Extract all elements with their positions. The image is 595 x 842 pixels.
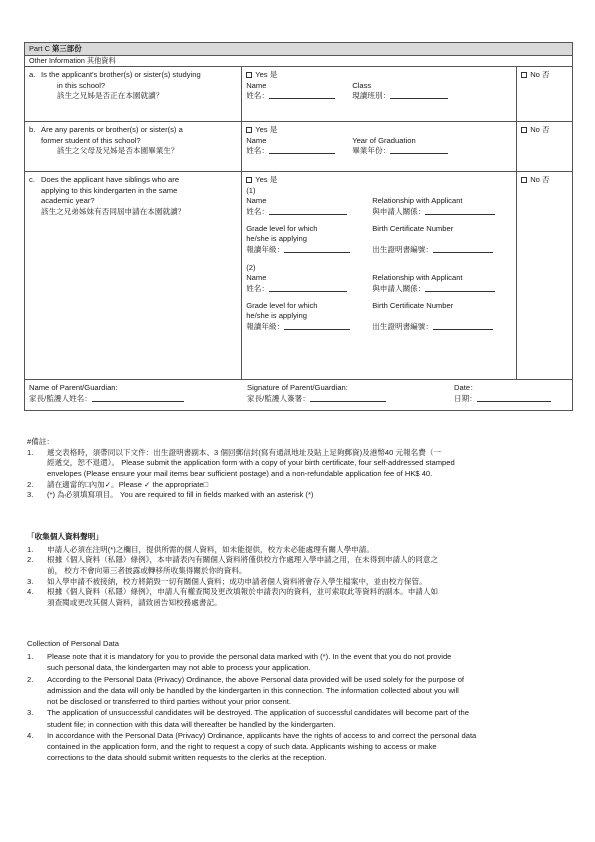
- remark-item: 1. 遞交表格時，須帶同以下文件：出生證明書副本、3 個回郵信封(寫有通訊地址及貼上足夠郵資)及港幣40 元報名費（一 經遞交，恕不退還）。 Please submit the application form with a copy of your birth certificate, four self-addressed stamped envelopes (Please ensure your mail items bear sufficient postage) and a non-refundable application fee of HK$ 40.: [27, 447, 455, 478]
- privacy-item-en: 4. In accordance with the Personal Data (Privacy) Ordinance, applicants have the rights of access to and correct the personal data contained in the application form, and the right to request a copy of such data. Applicants wishing to access or make corrections to the data should submit written requests to the clerks at the reception.: [27, 730, 477, 763]
- question-text-en: applying to this kindergarten in the same: [41, 185, 178, 195]
- grade-label-zh: 報讀年級：: [246, 244, 285, 254]
- relationship-label: Relationship with Applicant: [372, 196, 463, 206]
- relationship-label-zh: 與申請人關係：: [372, 206, 426, 216]
- remark-item: 2. 請在適當的□內加✓。Please ✓ the appropriate□: [27, 479, 209, 489]
- question-number: c.: [29, 175, 35, 184]
- privacy-item-en: 2. According to the Personal Data (Privacy) Ordinance, the above Personal data provided will be used solely for the purpose of admission and the data will only be handled by the kindergarten in this connection. The information collected about you will not be disclosed or transferred to third parties without your prior consent.: [27, 674, 465, 707]
- application-form-part-c: [24, 42, 573, 411]
- privacy-statement-zh: [27, 532, 572, 608]
- yes-label: Yes 是: [255, 125, 278, 134]
- relationship-label: Relationship with Applicant: [372, 273, 463, 283]
- question-row-a: [25, 67, 572, 122]
- privacy-statement-en: [27, 638, 572, 764]
- no-checkbox[interactable]: [521, 72, 527, 78]
- class-input[interactable]: [390, 91, 448, 99]
- question-text-en: Is the applicant's brother(s) or sister(s) studying: [41, 70, 201, 79]
- question-text-en: Does the applicant have siblings who are: [41, 175, 180, 184]
- sibling-1-grade-input[interactable]: [284, 245, 350, 253]
- privacy-item-zh: 3. 如入學申請不被接納，校方將銷毀一切有關個人資料；成功申請者個人資料將會存入學生檔案中，並由校方保管。: [27, 576, 427, 586]
- privacy-item-zh: 1. 申請人必須在注明(*)之欄目，提供所需的個人資料，如未能提供，校方未必能處理有關人學申請。: [27, 544, 374, 554]
- sibling-number: (2): [246, 262, 256, 272]
- no-label: No 否: [530, 70, 550, 79]
- graduation-year-label-zh: 畢業年份：: [352, 146, 391, 156]
- sibling-1-relationship-input[interactable]: [425, 207, 495, 215]
- question-text-en: former student of this school?: [41, 135, 141, 145]
- sibling-number: (1): [246, 185, 256, 195]
- privacy-item-en: 1. Please note that it is mandatory for you to provide the personal data marked with (*). In the event that you do not provide such personal data, the kindergarten may not able to process your application.: [27, 652, 452, 673]
- grade-label: Grade level for which: [246, 223, 318, 233]
- question-text-en: in this school?: [57, 80, 106, 90]
- graduation-year-label: Year of Graduation: [352, 135, 416, 145]
- sibling-2-block: [246, 263, 512, 333]
- grade-label: Grade level for which: [246, 300, 318, 310]
- no-checkbox[interactable]: [521, 177, 527, 183]
- remark-item: 3. (*) 為必須填寫項目。 You are required to fill in fields marked with an asterisk (*): [27, 490, 314, 500]
- date-label: Date：: [454, 383, 478, 392]
- name-label-zh: 姓名：: [246, 91, 269, 101]
- question-text-zh: 該生之父母及兄姊是否本園畢業生？: [57, 146, 179, 156]
- sibling-2-name-input[interactable]: [269, 284, 347, 292]
- privacy-item-zh: 2. 根據《個人資料（私隱）條例》，本申請表內有關個人資料將僅供校方作處理入學申請之用，在未得到申請人的同意之 前， 校方不會向第三者披露或轉移所收集得關於你的資料。: [27, 555, 439, 575]
- yes-checkbox[interactable]: [246, 72, 252, 78]
- name-label-zh: 姓名：: [246, 284, 269, 293]
- yes-checkbox[interactable]: [246, 177, 252, 183]
- question-text-en: academic year?: [41, 196, 95, 206]
- date-label-zh: 日期：: [454, 393, 477, 403]
- grade-label: he/she is applying: [246, 311, 307, 321]
- no-checkbox[interactable]: [521, 127, 527, 133]
- yes-checkbox[interactable]: [246, 127, 252, 133]
- privacy-item-en: 3. The application of unsuccessful candidates will be destroyed. The application of successful candidates will become part of the student file; in connection with this data will thereafter be handled by the kindergarten.: [27, 708, 469, 729]
- sibling-1-birth-cert-input[interactable]: [433, 245, 493, 253]
- question-row-c: [25, 172, 572, 380]
- question-text-zh: 該生之兄弟姊妹有否同屆申請在本園就讀？: [41, 206, 186, 216]
- birth-cert-label: Birth Certificate Number: [372, 223, 454, 233]
- class-label: Class: [352, 80, 372, 90]
- remarks-title: #備註：: [27, 437, 55, 446]
- question-number: b.: [29, 125, 36, 134]
- name-label: Name: [246, 135, 267, 145]
- name-label: Name: [246, 196, 267, 206]
- sibling-1-name-input[interactable]: [269, 207, 347, 215]
- part-label: Part C: [29, 44, 50, 53]
- name-label-zh: 姓名：: [246, 206, 269, 216]
- signature-label-zh: 家長/監護人簽署：: [247, 393, 310, 403]
- privacy-title-zh: 「收集個人資料聲明」: [27, 532, 103, 541]
- question-text-zh: 該生之兄姊是否正在本園就讀？: [57, 91, 164, 101]
- signature-row: [25, 380, 572, 410]
- class-label-zh: 現讀班別：: [352, 91, 391, 101]
- name-label: Name: [246, 80, 267, 90]
- sibling-1-block: [246, 186, 512, 256]
- name-input[interactable]: [269, 146, 335, 154]
- no-label: No 否: [530, 125, 550, 134]
- part-header: [25, 43, 572, 56]
- privacy-title-en: Collection of Personal Data: [27, 639, 120, 648]
- sibling-2-birth-cert-input[interactable]: [433, 322, 493, 330]
- parent-name-label: Name of Parent/Guardian:: [29, 383, 118, 392]
- name-label-zh: 姓名：: [246, 146, 269, 156]
- birth-cert-label-zh: 出生證明書編號：: [372, 245, 433, 255]
- birth-cert-label-zh: 出生證明書編號：: [372, 322, 433, 332]
- question-text-en: Are any parents or brother(s) or sister(s) a: [41, 125, 183, 134]
- question-row-b: [25, 122, 572, 172]
- parent-name-label-zh: 家長/監護人姓名：: [29, 393, 92, 403]
- part-title: 第三部份: [52, 44, 82, 53]
- remarks-section: [27, 437, 572, 501]
- yes-label: Yes 是: [255, 70, 278, 79]
- parent-name-input[interactable]: [92, 394, 184, 402]
- privacy-item-zh: 4. 根據《個人資料（私隱）條例》，申請人有權查閱及更改填報於申請表內的資料，並可索取此等資料的副本。申請人如 須查閱或更改其個人資料，請致函告知校務處書記。: [27, 587, 439, 607]
- signature-label: Signature of Parent/Guardian:: [247, 383, 348, 392]
- question-number: a.: [29, 70, 36, 79]
- date-input[interactable]: [477, 394, 551, 402]
- sibling-2-relationship-input[interactable]: [425, 284, 495, 292]
- birth-cert-label: Birth Certificate Number: [372, 300, 454, 310]
- sibling-2-grade-input[interactable]: [284, 322, 350, 330]
- grade-label: he/she is applying: [246, 234, 307, 244]
- other-info-header: Other Information 其他資料: [25, 56, 572, 67]
- relationship-label-zh: 與申請人關係：: [372, 284, 426, 293]
- signature-input[interactable]: [310, 394, 386, 402]
- name-input[interactable]: [269, 91, 335, 99]
- graduation-year-input[interactable]: [390, 146, 448, 154]
- name-label: Name: [246, 273, 267, 283]
- grade-label-zh: 報讀年級：: [246, 321, 285, 331]
- no-label: No 否: [530, 175, 550, 184]
- yes-label: Yes 是: [255, 175, 278, 184]
